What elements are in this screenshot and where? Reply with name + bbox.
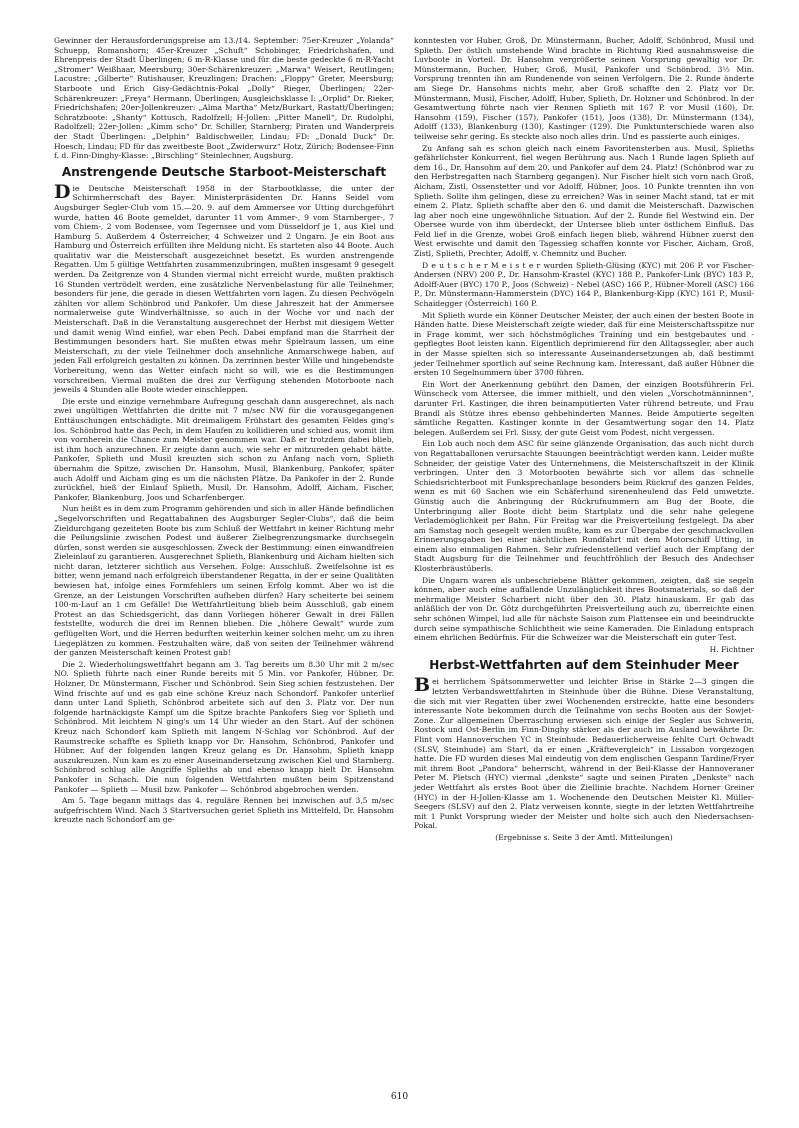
article-heading-steinhude: Herbst-Wettfahrten auf dem Steinhuder Meer <box>429 658 739 673</box>
left-column <box>54 36 394 827</box>
magazine-page <box>54 36 754 1096</box>
article-paragraph: konntesten vor Huber, Groß, Dr. Münstermann, Bucher, Adolff, Schönbrod, Musil und Splieth. Der östlich umstehende Wind brachte in Richtung Ried ausnahmsweise die Luvboote in Vorteil. Dr. Hansohm vergrößerte seinen Vorsprung gewaltig vor Dr. Münstermann, Bucher, Huber, Groß, Musil, Pankofer und Schönbrod. 3½ Min. Vorsprung trennten ihn am Rundenende von seinen Verfolgern. Die 2. Runde änderte am Siege Dr. Hansohms nichts mehr, aber Groß schaffte den 2. Platz vor Dr. Münstermann, Musil, Fischer, Adolff, Huber, Splieth, Dr. Holzner und Schönbrod. In der Gesamtwertung führte nach vier Rennen Splieth mit 167 P. vor Musil (160), Dr. Hansohm (159), Fischer (157), Pankofer (151), Joos (138), Dr. Münstermann (134), Adolff (133), Blankenburg (130), Kastinger (129). Die Punktunterschiede waren also teilweise sehr gering. Es steckte also noch alles drin. Und es passierte auch einiges. <box>414 36 754 141</box>
right-column <box>414 36 754 845</box>
article-paragraph: Zu Anfang sah es schon gleich nach einem Favoritensterben aus. Musil, Splieths gefährlichster Konkurrent, fiel wegen Berührung aus. Nach 1 Runde lagen Splieth auf dem 16., Dr. Hansohm auf dem 20. und Pankofer auf dem 24. Platz! (Schönbrod war zu den Herbstregatten nach Starnberg gegangen). Nur Fischer hielt sich vorn nach Groß, Aicham, Zistl, Ossenstetter und vor Adolff, Hübner, Joos. 10 Punkte trennten ihn von Splieth. Sollte ihm gelingen, diese zu erreichen? Was in seiner Macht stand, tat er mit einem 2. Platz. Splieth schaffte aber den 6. und damit die Meisterschaft. Dazwischen lag aber noch eine ungewöhnliche Situation. Auf der 2. Runde fiel Westwind ein. Der Obersee wurde von ihm überdeckt, der Untersee blieb unter östlichem Einfluß. Das Feld lief in die Grenze, wobei Groß einfach liegen blieb, während Hübner zuerst den West erwischte und damit den Tagessieg schaffen konnte vor Fischer, Aicham, Groß, Zistl, Splieth, Prechter, Adolff, v. Chemnitz und Bucher. <box>414 143 754 259</box>
article-paragraph: Die erste und einzige vernehmbare Aufregung geschah dann ausgerechnet, als nach zwei ungültigen Wettfahrten die dritte mit 7 m/sec NW für die vorausgegangenen Enttäuschungen entschädigte. Mit dreimaligem Frühstart des gesamten Feldes ging's los. Schönbrod hatte das Pech, in dem Haufen zu kollidieren und schied aus, womit ihm von vornherein die Chance zum Meister genommen war. Daß er trotzdem dabei blieb, ist ihm hoch anzurechnen. Er zeigte dann auch, wie sehr er mitzureden gehabt hätte. Pankofer, Splieth und Musil kreuzten sich schon zu Anfang nach vorn, Splieth übernahm die Spitze, zwischen Dr. Hansohm, Musil, Blankenburg, Pankofer, später auch Adolff und Aicham ging es um die nächsten Plätze. Da Pankofer in der 2. Runde zurückfiel, hieß der Einlauf Splieth, Musil, Dr. Hansohm, Adolff, Aicham, Fischer, Pankofer, Blankenburg, Joos und Scharfenberger. <box>54 396 394 502</box>
article-paragraph: Die Ungarn waren als unbeschriebene Blätter gekommen, zeigten, daß sie segeln können, aber auch eine auffallende Unzulänglichkeit ihres Bootsmaterials, so daß der mehrmalige Meister Scharbert nicht über den 30. Platz hinauskam. Er gab das anläßlich der von Dr. Götz durchgeführten Preisverteilung auch zu, überreichte einen sehr schönen Wimpel, lud alle für nächste Saison zum Plattensee ein und beeindruckte durch seine sympathische Schlichtheit wie seine Kameraden. Die Einladung entsprach einem ehrlichen Bedürfnis. Für die Schweizer war die Meisterschaft ein guter Test. <box>414 575 754 643</box>
article-paragraph: Die Deutsche Meisterschaft 1958 in der Starbootklasse, die unter der Schirmherrschaft des Bayer. Ministerpräsidenten Dr. Hanns Seidel vom Augsburger Segler-Club vom 15.—20. 9. auf dem Ammersee vor Utting durchgeführt wurde, hatten 46 Boote gemeldet, darunter 11 vom Ammer-, 9 vom Starnberger-, 7 vom Chiem-, 2 vom Bodensee, vom Tegernsee und vom Düsseldorf je 1, aus Kiel und Hamburg 5. Außerdem 4 Österreicher, 4 Schweizer und 2 Ungarn. Je ein Boot aus Hamburg und Österreich erfüllten ihre Meldung nicht. Es starteten also 44 Boote. Auch qualitativ war die Meisterschaft ausgezeichnet besetzt. Es wurden anstrengende Regatten. Um 5 gültige Wettfahrten zusammenzubringen, mußten insgesamt 9 gesegelt werden. Da Zeitgrenze von 4 Stunden viermal nicht erreicht wurde, mußten praktisch 16 Stunden vertrödelt werden, eine zusätzliche Nervenbelastung für alle Teilnehmer, besonders für jene, die gerade in diesen Wettfahrten vorn lagen. Zu diesen Pechvögeln zählten vor allem Schönbrod und Pankofer. Um diese Jahreszeit hat der Ammersee normalerweise gute Windverhältnisse, so auch in der Woche vor und nach der Meisterschaft. Daß in die Veranstaltung ausgerechnet der Herbst mit diesigem Wetter und damit wenig Wind einfiel, war eben Pech. Dabei empfand man die Starrheit der Bestimmungen besonders hart. Sie mußten etwas mehr Spielraum lassen, um eine Meisterschaft, zu der viele Teilnehmer doch ansehnliche Anmarschwege haben, auf jeden Fall erfolgreich gestalten zu können. Da zerrinnen bester Wille und hingebendste Vorbereitung, wenn das Wetter einfach nicht so will, wie es die Bestimmungen vorschreiben. Viermal mußten die drei zur Verfügung stehenden Motorboote nach jeweils 4 Stunden alle Boote wieder einschleppen. <box>54 180 394 395</box>
results-paragraph: D e u t s c h e r M e i s t e r wurden Splieth-Glüsing (KYC) mit 206 P. vor Fischer-Andersen (NRV) 200 P., Dr. Hansohm-Krastel (KYC) 188 P., Pankofer-Link (BYC) 183 P., Adolff-Auer (BYC) 170 P., Joos (Schweiz) - Nebel (ASC) 166 P., Hübner-Morell (ASC) 166 P., Dr. Münstermann-Hammerstein (DYC) 164 P., Blankenburg-Kipp (KYC) 161 P., Musil-Schaidegger (Österreich) 160 P. <box>414 260 754 309</box>
article-paragraph: Die 2. Wiederholungswettfahrt begann am 3. Tag bereits um 8.30 Uhr mit 2 m/sec NO. Splieth führte nach einer Runde bereits mit 5 Min. vor Pankofer, Hübner, Dr. Holzner, Dr. Münstermann, Fischer und Schönbrod. Sein Sieg schien festzustehen. Der Wind frischte auf und es gab eine schöne Kreuz nach Schondorf. Pankofer unterlief dann unter Land Splieth, Schönbrod arbeitete sich auf den 3. Platz vor. Der nun folgende hartnäckigste Kampf um die Spitze brachte Pankofers Sieg vor Splieth und Schönbrod. Mit leichtem N ging's um 14 Uhr wieder an den Start. Auf der schönen Kreuz nach Schondorf kam Splieth mit langem N-Schlag vor Schönbrod. Auf der Raumstrecke schaffte es Splieth knapp vor Dr. Hansohm, Schönbrod, Pankofer und Hübner. Auf der folgenden langen Kreuz gelang es Dr. Hansohm, Splieth knapp auszukreuzen. Nun kam es zu einer Auseinandersetzung zwischen Kiel und Starnberg. Schönbrod schlug alle Angriffe Splieths ab und ebenso knapp hielt Dr. Hansohm Pankofer in Schach. Die nun folgenden Wettfahrten mußten beim Spitzenstand Pankofer — Splieth — Musil bzw. Pankofer — Schönbrod abgebrochen werden. <box>54 659 394 794</box>
author-signature: H. Fichtner <box>709 644 754 654</box>
article-paragraph: Nun heißt es in dem zum Programm gehörenden und sich in aller Hände befindlichen „Segelvorschriften und Regattabahnen des Augsburger Segler-Clubs“, daß die beim Zieldurchgang gezeiteten Boote bis zum Schluß der Wettfahrt in keiner Richtung mehr die Peilungslinie zwischen Podest und äußerer Zielbegrenzungsmarke durchsegeln dürfen, sonst werden sie ausgeschlossen. Zweck der Bestimmung: einen einwandfreien Zieleinlauf zu garantieren. Ausgerechnet Splieth, Blankenburg und Aicham hielten sich nicht daran, letzterer sichtlich aus Versehen. Folge: Ausschluß. Zweifelsohne ist es bitter, wenn jemand nach erfolgreich überstandener Regatta, in der er seine Qualitäten bewiesen hat, infolge eines Formfehlers um seinen Erfolg kommt. Aber wo ist die Grenze, an der Leistungen Vorschriften aufheben dürfen? Hary scheiterte bei seinem 100-m-Lauf an 1 cm Gefälle! Die Wettfahrtleitung blieb beim Ausschluß, gab einem Protest an das Schiedsgericht, das dann Vorliegen höherer Gewalt in drei Fällen feststellte, wodurch die drei im Rennen blieben. Die „höhere Gewalt“ wurde zum geflügelten Wort, und die Herren bedurften weiterhin keiner solchen mehr, um zu ihren Liegeplätzen zu kommen. Festzuhalten wäre, daß von seiten der Teilnehmer während der ganzen Meisterschaft keinen Protest gab! <box>54 504 394 658</box>
article-paragraph: Ein Wort der Anerkennung gebührt den Damen, der einzigen Bootsführerin Frl. Wünscheck vom Attersee, die immer mithielt, und den vielen „Vorschotmänninnen“, darunter Frl. Kastinger, die ihren beinamputierten Vater rührend betreute, und Frau Brandl als Stütze ihres ebenso gehbehinderten Mannes. Beide Amputierte segelten sämtliche Regatten. Kastinger konnte in der Gesamtwertung sogar den 14. Platz belegen. Außerdem sei Frl. Sissy, der gute Geist vom Podest, nicht vergessen. <box>414 379 754 437</box>
article-heading-starboot: Anstrengende Deutsche Starboot-Meisterschaft <box>61 164 387 179</box>
article-paragraph: Ein Lob auch noch dem ASC für seine glänzende Organisation, das auch nicht durch von Regattaballonen verursachte Stauungen beeinträchtigt werden kann. Leider mußte Schneider, der geistige Vater des Unternehmens, die Meisterschaftszeit in der Klinik verbringen. Unter den 3 Motorbooten bewährte sich vor allem das schnelle Schiedsrichterboot mit Funksprechanlage besonders beim Rückruf des ganzen Feldes, wenn es mit 60 Sachen wie ein Schäferhund sirenenheulend das Feld umwetzte. Günstig auch die Anbringung der Rückrufnummern am Bug der Boote, die Unterbringung aller Boote dicht beim Startplatz und die sehr nahe gelegene Verlademöglichkeit per Bahn. Für Freitag war die Preisverteilung festgelegt. Da aber am Samstag noch gesegelt werden mußte, kam es zur Übergabe der geschmackvollen Erinnerungsgaben bei einer nächtlichen Rundfahrt mit dem Motorschiff Utting, in einem also einmaligen Rahmen. Sehr zufriedenstellend verlief auch der Empfang der Stadt Augsburg für die Teilnehmer und feuchtfröhlich der Besuch des Andechser Klosterbräustüberls. <box>414 439 754 574</box>
article-paragraph: Am 5. Tage begann mittags das 4. reguläre Rennen bei inzwischen auf 3,5 m/sec aufgefrischtem Wind. Nach 3 Startversuchen geriet Splieth ins Mittelfeld, Dr. Hansohm kreuzte nach Schondorf am ge- <box>54 796 394 825</box>
drop-cap: B <box>414 674 431 697</box>
drop-cap: D <box>54 180 71 203</box>
article-paragraph: Bei herrlichem Spätsommerwetter und leichter Brise in Stärke 2—3 gingen die letzten Verbandswettfahrten in Steinhude über die Bühne. Diese Veranstaltung, die sich mit vier Regatten über zwei Wochenenden erstreckte, hatte eine besonders interessante Note bekommen durch die Teilnahme von sechs Booten aus der Sowjet-Zone. Zur allgemeinen Überraschung erwiesen sich einige der Segler aus Schwerin, Rostock und Ost-Berlin im Finn-Dinghy stärker als der auch im Ausland bewährte Dr. Flint vom Hannoverschen YC in Steinhude. Bedauerlicherweise fehlte Curt Ochwadt (SLSV, Steinhude) am Start, da er einen „Kräftevergleich“ in Lissabon vorgezogen hatte. Die FD wurden dieses Mal eindeutig von dem englischen Gespann Tardine/Fryer mit ihrem Boot „Pandora“ beherrscht, während in der Beil-Klasse der Hannoveraner Peter M. Pletsch (HYC) viermal „denkste“ sagte und seinen Piraten „Denkste“ nach jeder Wettfahrt als erstes Boot über die Ziellinie brachte. Nachdem Horner Greiner (HYC) in der H-Jollen-Klasse am 1. Wochenende den Deutschen Meister Kl. Müller-Seegers (SLSV) auf den 2. Platz verweisen konnte, siegte in der letzten Wettfahrtreihe mit 1 Punkt Vorsprung wieder der Meister und holte sich auch den Niedersachsen-Pokal. <box>414 674 754 831</box>
page-number: 610 <box>390 1092 409 1102</box>
article-paragraph: Mit Splieth wurde ein Könner Deutscher Meister, der auch einen der besten Boote in Händen hatte. Diese Meisterschaft zeigte wieder, daß für eine Meisterschaftsspitze nur in Frage kommt, wer sich höchstmögliches Training und ein bestgebautes und -gepflegtes Boot leisten kann. Eigentlich deprimierend für den Alltagssegler, aber auch in der Masse spielten sich so interessante Auseinandersetzungen ab, daß bestimmt jeder Teilnehmer sportlich auf seine Rechnung kam. Interessant, daß außer Hübner die ersten 10 Segelnummern über 3700 führen. <box>414 310 754 378</box>
results-reference: (Ergebnisse s. Seite 3 der Amtl. Mitteilungen) <box>495 832 673 842</box>
winners-paragraph: Gewinner der Herausforderungspreise am 13./14. September: 75er-Kreuzer „Yolanda“ Schuepp, Romanshorn; 45er-Kreuzer „Schuft“ Schobinger, Friedrichshafen, und Ehrenpreis der Stadt Überlingen; 6 m-R-Klasse und für die beste gedeckte 6 m-R-Yacht „Stromer“ Weißhaar, Meersburg; 30er-Schärenkreuzer: „Marwa“ Weisert, Reutlingen; Lacustre: „Gilberte“ Rutishauser, Kreuzlingen; Drachen: „Floppy“ Greter, Meersburg; Starboote und Erich Gisy-Gedächtnis-Pokal „Dolly“ Rieger, Überlingen; 22er-Schärenkreuzer: „Freya“ Hermann, Überlingen; Ausgleichsklasse I: „Orplid“ Dr. Rieker, Friedrichshafen; 20er-Jollenkreuzer: „Alma Martha“ Metz/Burkart, Rastatt/Überlingen; Schratzboote: „Shanty“ Kottusch, Radolfzell; H-Jollen: „Pitter Manell“, Dr. Rudolphi, Radolfzell; 22er-Jollen: „Kimm scho“ Dr. Schiller, Starnberg; Piraten und Wanderpreis der Stadt Überlingen: „Delphin“ Baldischweiler, Lindau; FD: „Donald Duck“ Dr. Hoesch, Lindau; FD für das zweitbeste Boot „Zwiderwurz“ Hotz, Zürich; Bodensee-Finn f. d. Finn-Dinghy-Klasse: „Birschling“ Steinlechner, Augsburg. <box>54 36 394 161</box>
